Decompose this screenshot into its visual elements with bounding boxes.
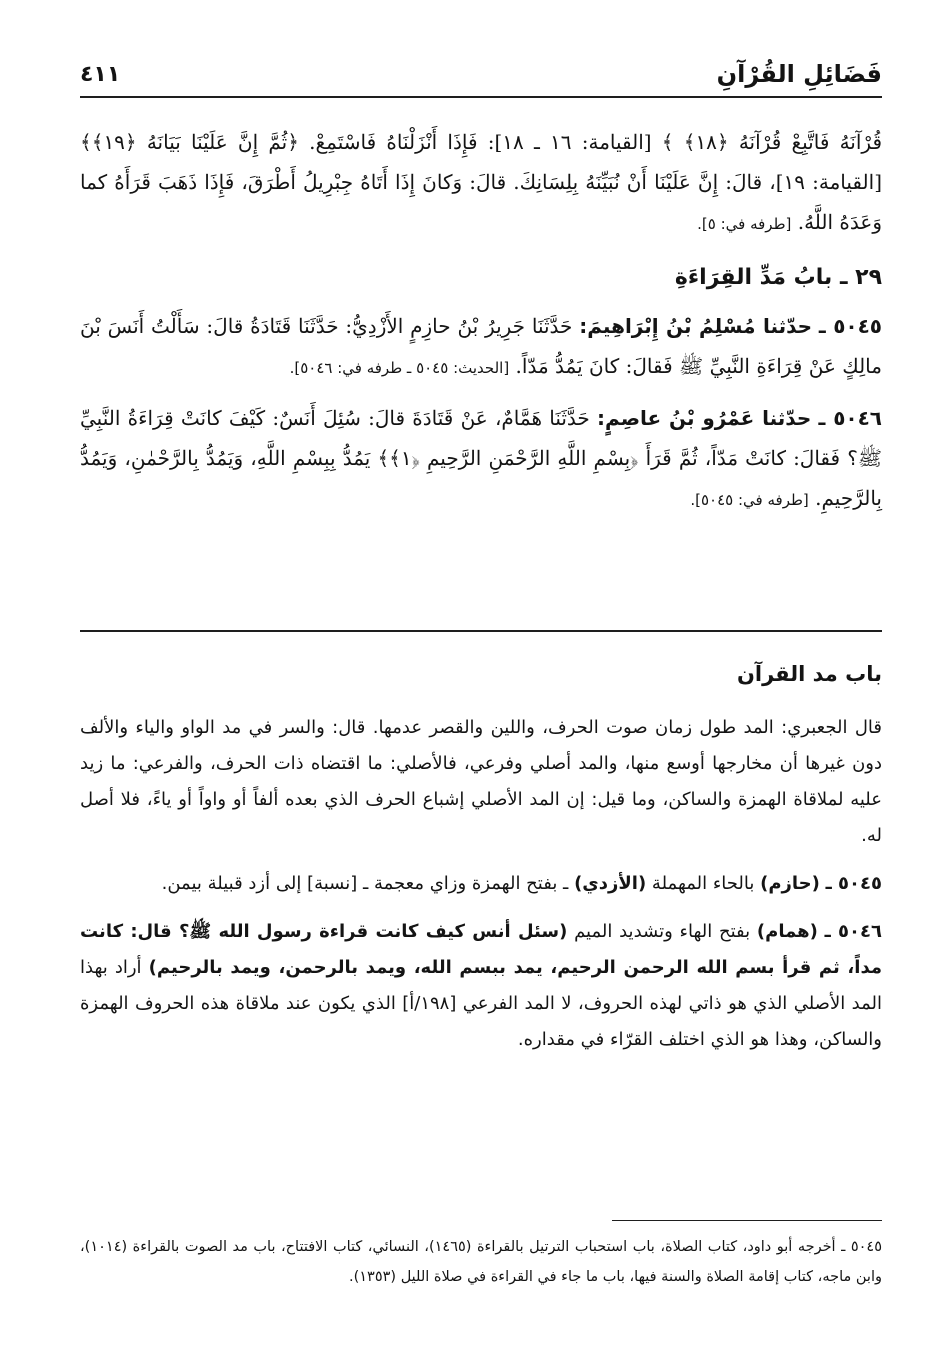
commentary-section bbox=[80, 656, 882, 1070]
commentary-term: (سئل أنس كيف كانت قراءة رسول الله ﷺ؟ قال: كانت مداً، ثم قرأ بسم الله الرحمن الرحيم، يمد ببسم الله، ويمد بالرحمن، ويمد بالرحيم) bbox=[80, 921, 882, 978]
running-header bbox=[80, 52, 882, 98]
footnote-divider bbox=[612, 1220, 882, 1221]
hadith-5046 bbox=[80, 398, 882, 520]
book-page bbox=[80, 52, 882, 1322]
commentary-number: ٥٠٤٦ ـ bbox=[824, 921, 882, 942]
hadith-5045 bbox=[80, 306, 882, 388]
commentary-note-5045 bbox=[80, 866, 882, 902]
commentary-note-5046 bbox=[80, 914, 882, 1058]
hadith-continuation-ref: [طرفه في: ٥]. bbox=[697, 215, 792, 233]
running-title: فَضَائِلِ القُرْآنِ bbox=[716, 60, 882, 88]
commentary-text: أراد بهذا المد الأصلي الذي هو ذاتي لهذه الحروف، لا المد الفرعي [١٩٨/أ] الذي يكون عند ملاقاة هذه الحروف الهمزة والساكن، وهذا هو الذي اختلف القرّاء في مقداره. bbox=[80, 957, 882, 1050]
hadith-number: ٥٠٤٥ ـ bbox=[818, 314, 883, 338]
hadith-continuation bbox=[80, 122, 882, 244]
commentary-text: بالحاء المهملة bbox=[651, 873, 755, 894]
hadith-text: حَدَّثَنَا هَمَّامٌ، عَنْ قَتَادَةَ قالَ: سُئِلَ أَنَسٌ: كَيْفَ كانَتْ قِرَاءَةُ النَّبِيِّ ﷺ؟ فَقالَ: كانَتْ مَدّاً، ثُمَّ قَرَأَ ﴿بِسْمِ اللَّهِ الرَّحْمَنِ الرَّحِيمِ ﴿١﴾﴾ يَمُدُّ بِبِسْمِ اللَّهِ، وَيَمُدُّ بِالرَّحْمٰنِ، وَيَمُدُّ بِالرَّحِيمِ. bbox=[80, 406, 882, 510]
commentary-term: (حازم) bbox=[760, 873, 820, 894]
commentary-intro: قال الجعبري: المد طول زمان صوت الحرف، واللين والقصر عدمها. قال: والسر في مد الواو والياء والألف دون غيرها أن مخارجها أوسع منها، والمد أصلي وفرعي، فالأصلي: ما اقتضاه ذات الحرف، والفرعي: ما زيد عليه لملاقاة الهمزة والساكن، وما قيل: إن المد الأصلي إشباع الحرف الذي بعده ألفاً أو واواً أو ياءً، فلا أصل له. bbox=[80, 717, 882, 846]
commentary-heading: باب مد القرآن bbox=[736, 662, 882, 686]
footnote-text: ٥٠٤٥ ـ أخرجه أبو داود، كتاب الصلاة، باب استحباب الترتيل بالقراءة (١٤٦٥)، النسائي، كتاب الافتتاح، باب مد الصوت بالقراءة (١٠١٤)، وابن ماجه، كتاب إقامة الصلاة والسنة فيها، باب ما جاء في القراءة في صلاة الليل (١٣٥٣). bbox=[80, 1239, 882, 1285]
commentary-number: ٥٠٤٥ ـ bbox=[825, 873, 882, 894]
page-number: ٤١١ bbox=[80, 62, 121, 87]
commentary-term: (الأزدي) bbox=[574, 873, 647, 894]
commentary-term: (همام) bbox=[756, 921, 818, 942]
footnote-section bbox=[80, 1232, 882, 1292]
narrator-lead: حدّثنا مُسْلِمُ بْنُ إِبْرَاهِيمَ: bbox=[579, 314, 813, 338]
narrator-lead: حدّثنا عَمْرُو بْنُ عاصِمٍ: bbox=[597, 406, 812, 430]
commentary-text: ـ بفتح الهمزة وزاي معجمة ـ [نسبة] إلى أزد قبيلة بيمن. bbox=[161, 873, 569, 894]
hadith-text: حَدَّثَنَا جَرِيرُ بْنُ حازِمٍ الأَزْدِيُّ: حَدَّثَنَا قَتَادَةُ قالَ: سَأَلْتُ أَنَسَ بْنَ مالِكٍ عَنْ قِرَاءَةِ النَّبِيِّ ﷺ فَقالَ: كانَ يَمُدُّ مَدّاً. bbox=[80, 314, 882, 378]
commentary-text: بفتح الهاء وتشديد الميم bbox=[574, 921, 751, 942]
hadith-section bbox=[80, 122, 882, 530]
hadith-continuation-text: قُرْآنَهُ فَاتَّبِعْ قُرْآنَهُ ﴿١٨﴾ ﴾ [القيامة: ١٦ ـ ١٨]: فَإِذَا أَنْزَلْنَاهُ فَاسْتَمِعْ. ﴿ثُمَّ إِنَّ عَلَيْنَا بَيَانَهُ ﴿١٩﴾﴾ [القيامة: ١٩]، قالَ: إِنَّ عَلَيْنَا أَنْ نُبَيِّنَهُ بِلِسَانِكَ. قالَ: وَكانَ إِذَا أَتَاهُ جِبْرِيلُ أَطْرَقَ، فَإِذَا ذَهَبَ قَرَأَهُ كما وَعَدَهُ اللَّهُ. bbox=[80, 130, 883, 234]
section-divider bbox=[80, 630, 882, 632]
hadith-ref: [طرفه في: ٥٠٤٥]. bbox=[690, 491, 809, 509]
hadith-ref: [الحديث: ٥٠٤٥ ـ طرفه في: ٥٠٤٦]. bbox=[289, 359, 510, 377]
chapter-heading: ٢٩ ـ بابُ مَدِّ القِرَاءَةِ bbox=[674, 265, 882, 290]
hadith-number: ٥٠٤٦ ـ bbox=[818, 406, 883, 430]
